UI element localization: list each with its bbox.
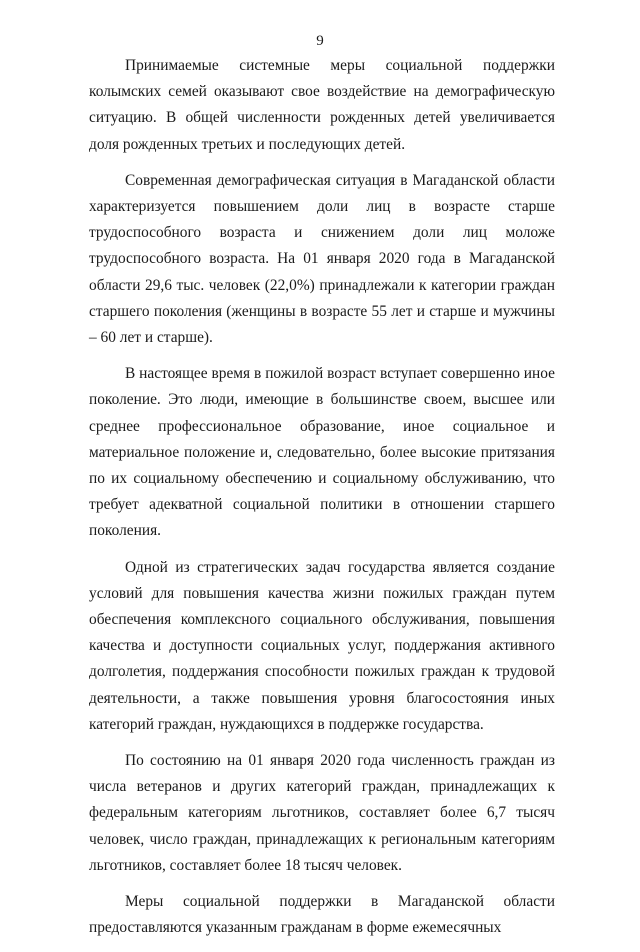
paragraph-state-objectives: Одной из стратегических задач государства является создание условий для повышения качества жизни пожилых граждан путем обеспечения комплексного социального обслуживания, повышения качества и доступности социальных услуг, поддержания активного долголетия, поддержания способности пожилых граждан к трудовой деятельности, а также повышения уровня благосостояния иных категорий граждан, нуждающихся в поддержке государства. — [89, 558, 555, 733]
page-number: 9 — [316, 33, 324, 49]
paragraph-beneficiaries-count: По состоянию на 01 января 2020 года численность граждан из числа ветеранов и других категорий граждан, принадлежащих к федеральным категориям льготников, составляет более 6,7 тысяч человек, число граждан, принадлежащих к региональным категориям льготников, составляет более 18 тысяч человек. — [89, 752, 555, 874]
paragraph-new-generation: В настоящее время в пожилой возраст вступает совершенно иное поколение. Это люди, имеющие в большинстве своем, высшее или среднее профессиональное образование, иное социальное и материальное положение и, следовательно, более высокие притязания по их социальному обеспечению и социальному обслуживанию, что требует адекватной социальной политики в отношении старшего поколения. — [89, 365, 555, 540]
paragraph-family-support: Принимаемые системные меры социальной поддержки колымских семей оказывают свое воздействие на демографическую ситуацию. В общей численности рожденных детей увеличивается доля рожденных третьих и последующих детей. — [89, 57, 555, 153]
paragraph-demographic-situation: Современная демографическая ситуация в Магаданской области характеризуется повышением доли лиц в возрасте старше трудоспособного возраста и снижением доли лиц моложе трудоспособного возраста. На 01 января 2020 года в Магаданской области 29,6 тыс. человек (22,0%) принадлежали к категории граждан старшего поколения (женщины в возрасте 55 лет и старше и мужчины – 60 лет и старше). — [89, 171, 555, 347]
body-text — [89, 53, 555, 952]
paragraph-support-measures: Меры социальной поддержки в Магаданской области предоставляются указанным гражданам в форме ежемесячных — [89, 893, 555, 937]
